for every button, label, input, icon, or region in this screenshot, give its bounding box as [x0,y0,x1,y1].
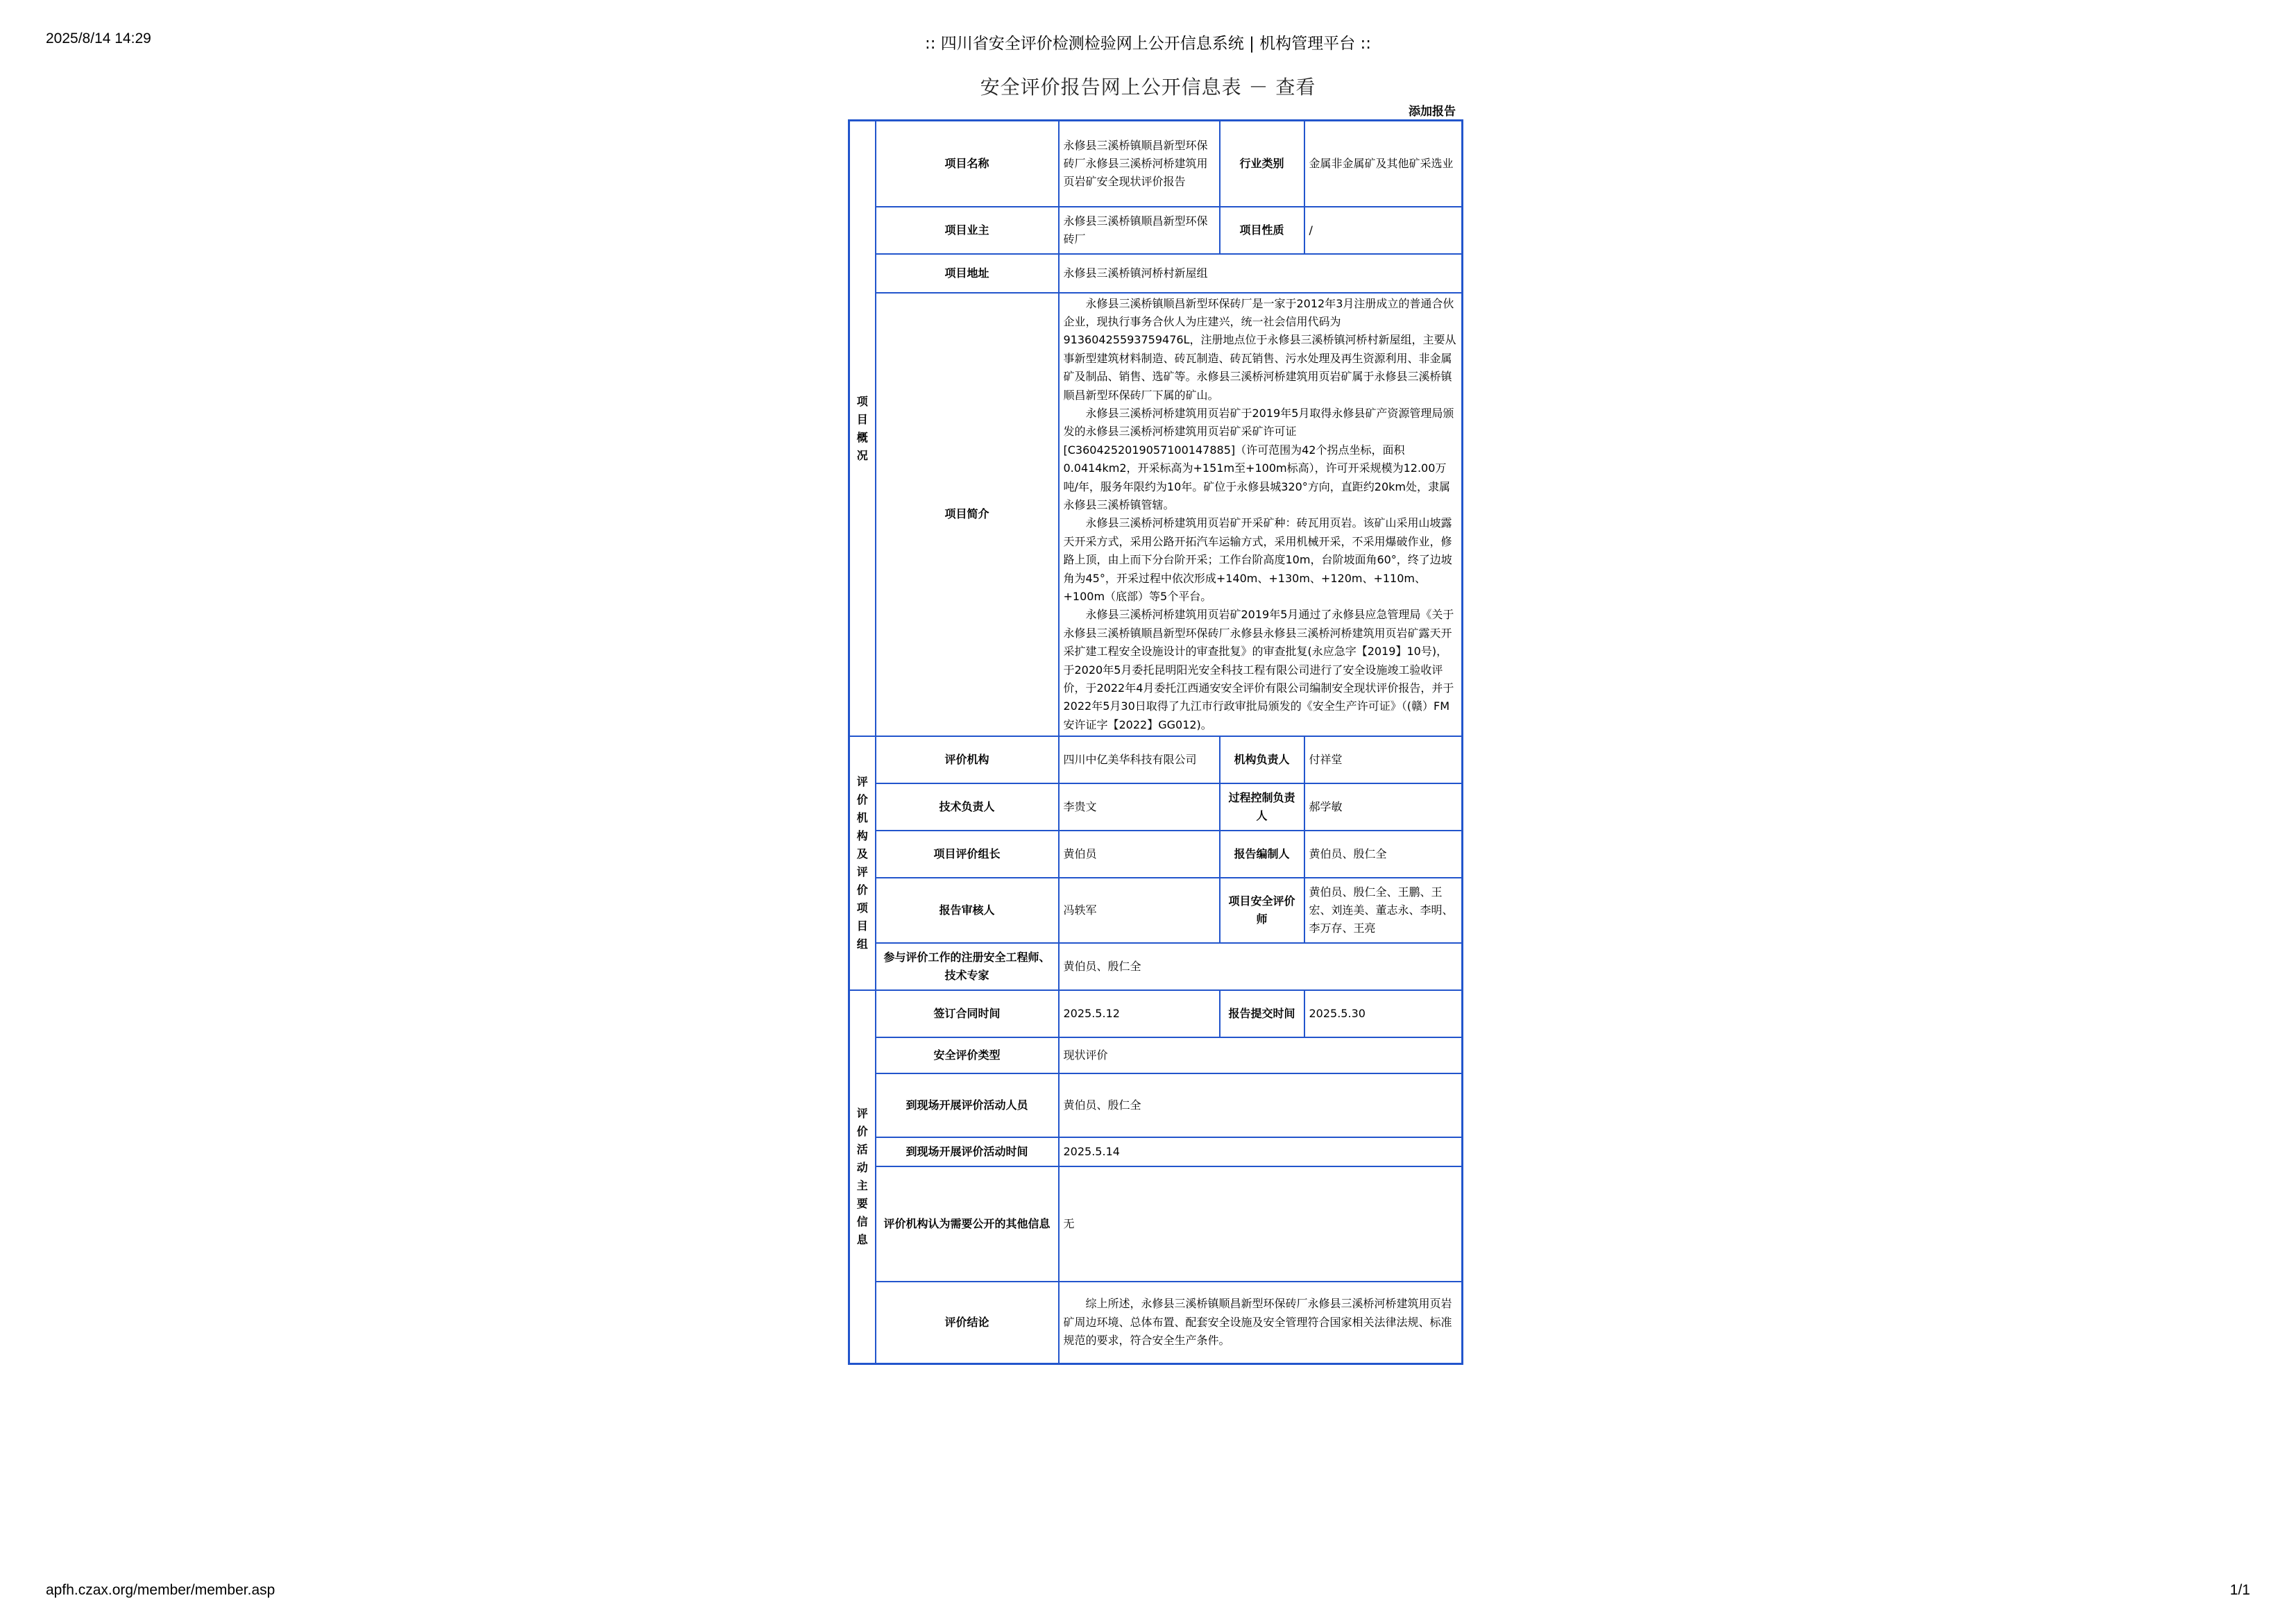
value-reviewer: 冯轶军 [1059,878,1220,943]
site-title: :: 四川省安全评价检测检验网上公开信息系统 | 机构管理平台 :: [925,35,1371,53]
value-owner: 永修县三溪桥镇顺昌新型环保砖厂 [1059,207,1220,254]
section-activity: 评价活动主要信息 [849,990,876,1363]
label-compiler: 报告编制人 [1220,831,1304,878]
row-contract-date [849,990,1463,1037]
value-safety-assessors: 黄伯员、殷仁全、王鹏、王宏、刘连美、董志永、李明、李万存、王亮 [1304,878,1463,943]
page-number: 1/1 [2229,1582,2250,1598]
label-site-staff: 到现场开展评价活动人员 [876,1073,1059,1137]
conclusion-text: 综上所述，永修县三溪桥镇顺昌新型环保砖厂永修县三溪桥河桥建筑用页岩矿周边环境、总体布置、配套安全设施及安全管理符合国家相关法律法规、标准规范的要求，符合安全生产条件。 [1063,1297,1452,1348]
label-intro: 项目简介 [876,293,1059,737]
section-org: 评价机构及评价项目组 [849,736,876,990]
value-address: 永修县三溪桥镇河桥村新屋组 [1059,254,1463,293]
intro-paragraph: 永修县三溪桥河桥建筑用页岩矿2019年5月通过了永修县应急管理局《关于永修县三溪桥镇顺昌新型环保砖厂永修县永修县三溪桥河桥建筑用页岩矿露天开采扩建工程安全设施设计的审查批复》的审查批复(永应急字【2019】10号)，于2020年5月委托昆明阳光安全科技工程有限公司进行了安全设施竣工验收评价，于2022年4月委托江西通安安全评价有限公司编制安全现状评价报告，并于2022年5月30日取得了九江市行政审批局颁发的《安全生产许可证》（(赣）FM安许证字【2022】GG012)。 [1063,608,1454,731]
section-overview: 项目概况 [849,121,876,737]
row-conclusion [849,1282,1463,1363]
label-owner: 项目业主 [876,207,1059,254]
row-reviewer [849,878,1463,943]
value-industry: 金属非金属矿及其他矿采选业 [1304,121,1463,207]
label-other-info: 评价机构认为需要公开的其他信息 [876,1166,1059,1282]
row-site-date [849,1137,1463,1166]
label-industry: 行业类别 [1220,121,1304,207]
row-tech-head [849,783,1463,831]
row-agency [849,736,1463,783]
row-owner [849,207,1463,254]
value-site-date: 2025.5.14 [1059,1137,1463,1166]
value-eval-type: 现状评价 [1059,1037,1463,1073]
label-engineers: 参与评价工作的注册安全工程师、技术专家 [876,943,1059,990]
row-other-info [849,1166,1463,1282]
value-engineers: 黄伯员、殷仁全 [1059,943,1463,990]
value-agency: 四川中亿美华科技有限公司 [1059,736,1220,783]
intro-paragraph: 永修县三溪桥镇顺昌新型环保砖厂是一家于2012年3月注册成立的普通合伙企业，现执行事务合伙人为庄建兴，统一社会信用代码为91360425593759476L，注册地点位于永修县三溪桥镇河桥村新屋组，主要从事新型建筑材料制造、砖瓦制造、砖瓦销售、污水处理及再生资源利用、非金属矿及制品、销售、选矿等。永修县三溪桥河桥建筑用页岩矿属于永修县三溪桥镇顺昌新型环保砖厂下属的矿山。 [1063,296,1456,402]
label-project-name: 项目名称 [876,121,1059,207]
report-info-table [848,119,1463,1365]
label-safety-assessors: 项目安全评价师 [1220,878,1304,943]
value-project-name: 永修县三溪桥镇顺昌新型环保砖厂永修县三溪桥河桥建筑用页岩矿安全现状评价报告 [1059,121,1220,207]
value-team-leader: 黄伯员 [1059,831,1220,878]
page-title: 安全评价报告网上公开信息表 － 查看 [980,76,1316,99]
value-submit-date: 2025.5.30 [1304,990,1463,1037]
label-contract-date: 签订合同时间 [876,990,1059,1037]
label-submit-date: 报告提交时间 [1220,990,1304,1037]
label-reviewer: 报告审核人 [876,878,1059,943]
label-eval-type: 安全评价类型 [876,1037,1059,1073]
value-tech-head: 李贵文 [1059,783,1220,831]
row-team-leader [849,831,1463,878]
label-agency: 评价机构 [876,736,1059,783]
row-project-name [849,121,1463,207]
value-compiler: 黄伯员、殷仁全 [1304,831,1463,878]
value-nature: / [1304,207,1463,254]
label-address: 项目地址 [876,254,1059,293]
row-address [849,254,1463,293]
label-team-leader: 项目评价组长 [876,831,1059,878]
value-site-staff: 黄伯员、殷仁全 [1059,1073,1463,1137]
value-process-head: 郝学敏 [1304,783,1463,831]
label-agency-head: 机构负责人 [1220,736,1304,783]
label-process-head: 过程控制负责人 [1220,783,1304,831]
row-engineers [849,943,1463,990]
intro-paragraph: 永修县三溪桥河桥建筑用页岩矿开采矿种：砖瓦用页岩。该矿山采用山坡露天开采方式，采用公路开拓汽车运输方式，采用机械开采，不采用爆破作业，修路上顶，由上而下分台阶开采；工作台阶高度10m，台阶坡面角60°，终了边坡角为45°，开采过程中依次形成+140m、+130m、+120m、+110m、+100m（底部）等5个平台。 [1063,516,1452,603]
row-site-staff [849,1073,1463,1137]
footer-url: apfh.czax.org/member/member.asp [46,1582,275,1598]
value-contract-date: 2025.5.12 [1059,990,1220,1037]
add-report-link[interactable]: 添加报告 [1409,105,1456,119]
label-tech-head: 技术负责人 [876,783,1059,831]
value-intro [1059,293,1463,737]
label-conclusion: 评价结论 [876,1282,1059,1363]
value-agency-head: 付祥堂 [1304,736,1463,783]
intro-paragraph: 永修县三溪桥河桥建筑用页岩矿于2019年5月取得永修县矿产资源管理局颁发的永修县三溪桥河桥建筑用页岩矿采矿许可证[C3604252019057100147885]（许可范围为42个拐点坐标，面积0.0414km2，开采标高为+151m至+100m标高），许可开采规模为12.00万吨/年，服务年限约为10年。矿位于永修县城320°方向，直距约20km处，隶属永修县三溪桥镇管辖。 [1063,406,1454,511]
print-datetime: 2025/8/14 14:29 [46,31,151,46]
row-eval-type [849,1037,1463,1073]
value-conclusion [1059,1282,1463,1363]
value-other-info: 无 [1059,1166,1463,1282]
row-intro [849,293,1463,737]
label-nature: 项目性质 [1220,207,1304,254]
label-site-date: 到现场开展评价活动时间 [876,1137,1059,1166]
